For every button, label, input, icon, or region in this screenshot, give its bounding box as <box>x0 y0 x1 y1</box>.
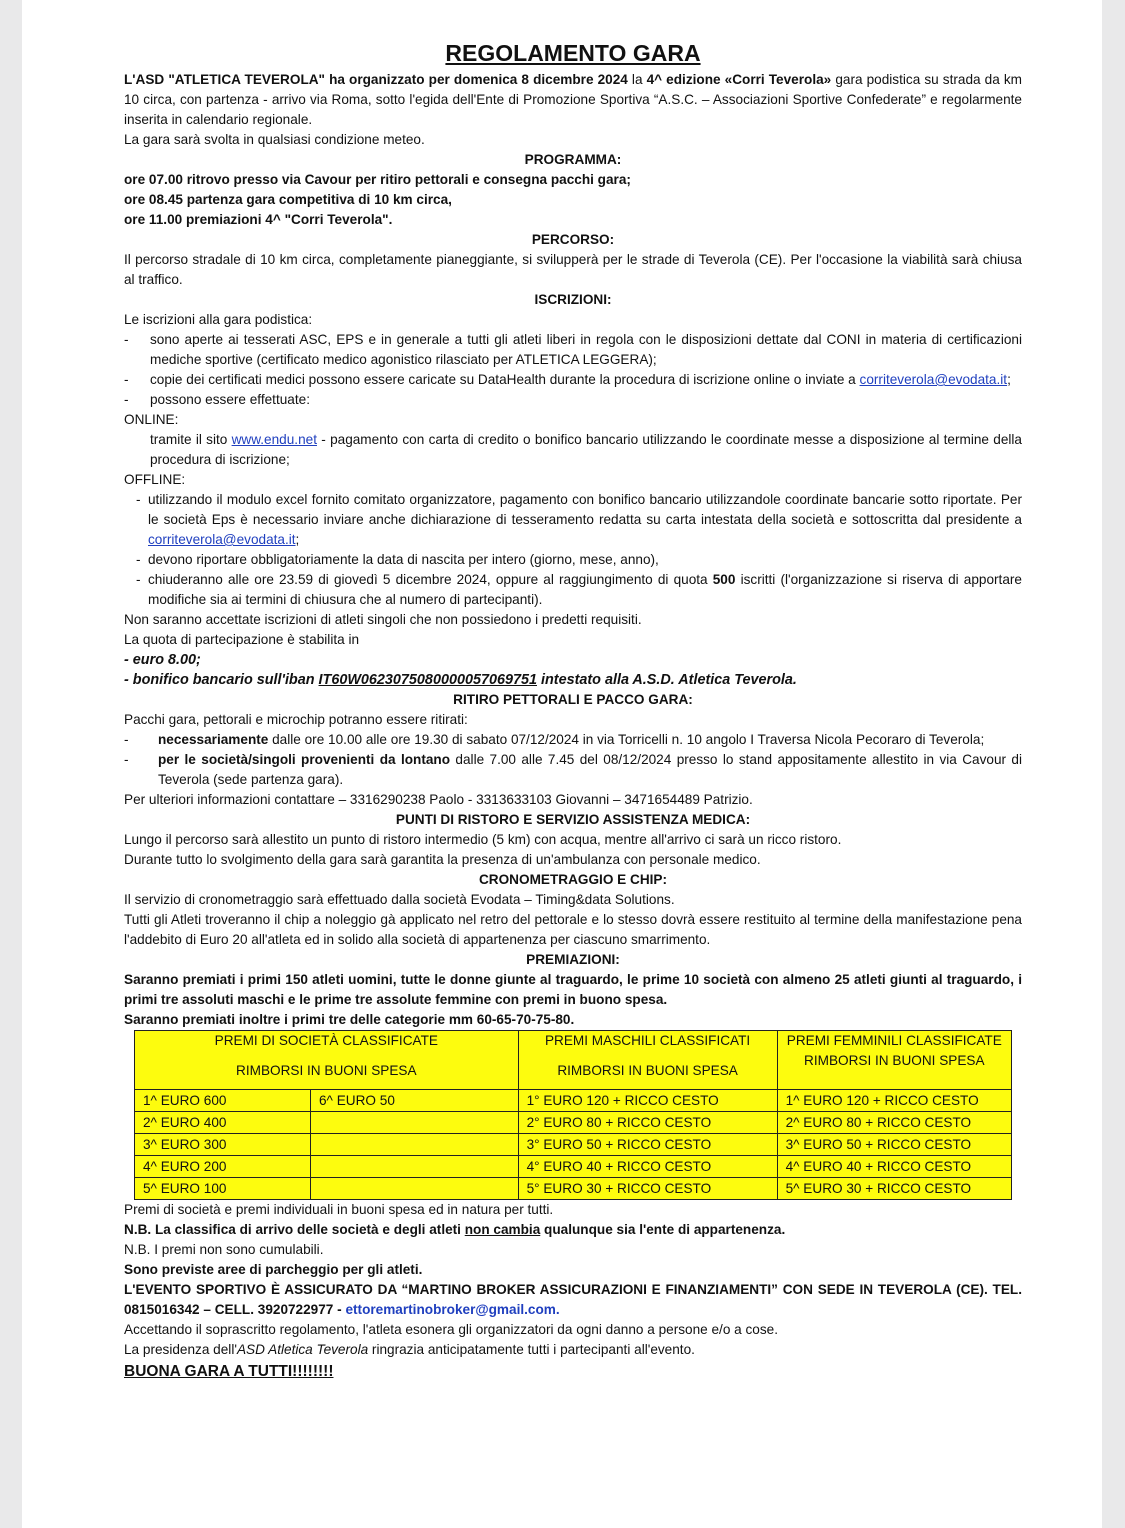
insurance-email[interactable]: ettoremartinobroker@gmail.com. <box>345 1302 560 1317</box>
programma-line: ore 08.45 partenza gara competitiva di 10 km circa, <box>124 192 452 207</box>
online-text-b: - pagamento con carta di credito o bonifico bancario utilizzando le coordinate messe a disposizione al termine della procedura di iscrizione; <box>150 432 1022 467</box>
footer-nb-text: qualunque sia l'ente di appartenenza. <box>540 1222 786 1237</box>
contacts-text: Per ulteriori informazioni contattare – 3316290238 Paolo - 3313633103 Giovanni – 3471654489 Patrizio. <box>124 792 753 807</box>
list-item-text: copie dei certificati medici possono essere caricate su DataHealth durante la procedura di iscrizione online o inviate a <box>150 372 860 387</box>
percorso-text: Il percorso stradale di 10 km circa, completamente pianeggiante, si svilupperà per le strade di Teverola (CE). Per l'occasione la viabilità sarà chiusa al traffico. <box>124 252 1022 287</box>
table-cell <box>311 1134 519 1156</box>
table-cell: 5° EURO 30 + RICCO CESTO <box>518 1178 777 1200</box>
section-heading-iscrizioni: ISCRIZIONI: <box>534 292 612 307</box>
list-item-text: dalle 7.00 alle 7.45 del 08/12/2024 presso lo stand appositamente allestito in via Cavour di Teverola (sede partenza gara). <box>158 752 1023 787</box>
premiazioni-text: Saranno premiati i primi 150 atleti uomini, tutte le donne giunte al traguardo, le prime 10 società con almeno 25 atleti giunti al traguardo, i primi tre assoluti maschi e le prime tre assolute femmine con premi in buono spesa. <box>124 972 1022 1007</box>
crono-line: Il servizio di cronometraggio sarà effettuado dalla società Evodata – Timing&data Solutions. <box>124 892 675 907</box>
table-header-subtitle: RIMBORSI IN BUONI SPESA <box>804 1053 985 1068</box>
list-item: - possono essere effettuate: <box>124 392 310 407</box>
list-item-bold: per le società/singoli provenienti da lontano <box>158 752 451 767</box>
list-item-text: sono aperte ai tesserati ASC, EPS e in generale a tutti gli atleti liberi in regola con le disposizioni dettate dal CONI in materia di certificazioni mediche sportive (certificato medico agonistico rilasciato per ATLETICA LEGGERA); <box>150 332 1022 367</box>
iban-line: - bonifico bancario sull'iban IT60W0623075080000057069751 intestato alla A.S.D. Atletica Teverola. <box>124 672 797 688</box>
online-label: ONLINE: <box>124 412 179 427</box>
footer-accept: Accettando il soprascritto regolamento, l'atleta esonera gli organizzatori da ogni danno a persone e/o a cose. <box>124 1322 778 1337</box>
table-row <box>135 1112 1012 1134</box>
footer-nb-text: N.B. La classifica di arrivo delle società e degli atleti <box>124 1222 465 1237</box>
offline-text: chiuderanno alle ore 23.59 di giovedì 5 dicembre 2024, oppure al raggiungimento di quota <box>148 572 713 587</box>
table-header-title: PREMI MASCHILI CLASSIFICATI <box>544 1033 751 1048</box>
intro-edition: 4^ edizione «Corri Teverola» <box>646 72 832 87</box>
footer-nb-underline: non cambia <box>464 1222 541 1237</box>
document-page <box>22 0 1102 1528</box>
offline-label: OFFLINE: <box>124 472 186 487</box>
document-title: REGOLAMENTO GARA <box>445 40 701 66</box>
list-item: - necessariamente dalle ore 10.00 alle ore 19.30 di sabato 07/12/2024 in via Torricelli n. 10 angolo I Traversa Nicola Pecoraro di Teverola; <box>124 732 985 747</box>
quota-amount-line: - euro 8.00; <box>124 652 201 668</box>
offline-item: - utilizzando il modulo excel fornito comitato organizzatore, pagamento con bonifico bancario utilizzandole coordinate bancarie sotto riportate. Per le società Eps è necessario inviare anche dichiarazione di tesseramento redatta su carta intestata della società e sottoscritta dal presidente a corriteverola@evodata.it; <box>136 492 1022 547</box>
closing-line: BUONA GARA A TUTTI!!!!!!!! <box>124 1363 334 1380</box>
section-heading-percorso: PERCORSO: <box>531 232 615 247</box>
table-cell: 4^ EURO 200 <box>135 1156 311 1178</box>
thanks-text: ringrazia anticipatamente tutti i partecipanti all'evento. <box>368 1342 695 1357</box>
table-cell: 2^ EURO 400 <box>135 1112 311 1134</box>
intro-text: L'ASD "ATLETICA TEVEROLA" ha organizzato per domenica <box>124 72 522 87</box>
section-heading-crono: CRONOMETRAGGIO E CHIP: <box>478 872 668 887</box>
intro-date: 8 dicembre 2024 <box>521 72 628 87</box>
list-item-bold: necessariamente <box>158 732 269 747</box>
table-cell: 2° EURO 80 + RICCO CESTO <box>518 1112 777 1134</box>
offline-item: - devono riportare obbligatoriamente la data di nascita per intero (giorno, mese, anno), <box>136 552 659 567</box>
offline-text: devono riportare obbligatoriamente la data di nascita per intero (giorno, mese, anno), <box>148 552 659 567</box>
table-cell: 6^ EURO 50 <box>311 1090 519 1112</box>
email-link[interactable]: corriteverola@evodata.it <box>148 532 296 547</box>
table-header-cell <box>518 1031 777 1090</box>
list-item: - copie dei certificati medici possono essere caricate su DataHealth durante la procedura di iscrizione online o inviate a corriteverola@evodata.it; <box>124 372 1011 387</box>
intro-text: la <box>627 72 647 87</box>
footer-nb <box>124 1220 1022 1240</box>
online-text-a: tramite il sito <box>150 432 232 447</box>
table-cell: 1° EURO 120 + RICCO CESTO <box>518 1090 777 1112</box>
table-row <box>135 1090 1012 1112</box>
programma-line: ore 11.00 premiazioni 4^ "Corri Teverola". <box>124 212 393 227</box>
table-header-title: PREMI FEMMINILI CLASSIFICATE <box>786 1033 1002 1048</box>
table-cell: 3^ EURO 300 <box>135 1134 311 1156</box>
ristoro-line: Durante tutto lo svolgimento della gara sarà garantita la presenza di un'ambulanza con personale medico. <box>124 852 761 867</box>
footer-line: Premi di società e premi individuali in buoni spesa ed in natura per tutti. <box>124 1202 554 1217</box>
list-item: - per le società/singoli provenienti da lontano dalle 7.00 alle 7.45 del 08/12/2024 presso lo stand appositamente allestito in via Cavour di Teverola (sede partenza gara). <box>124 752 1023 787</box>
thanks-org: ASD Atletica Teverola <box>236 1342 369 1357</box>
footer-nb2: N.B. I premi non sono cumulabili. <box>124 1242 324 1257</box>
document-content <box>124 38 1022 1382</box>
iban-code: IT60W0623075080000057069751 <box>318 672 537 688</box>
table-header-title: PREMI DI SOCIETÀ CLASSIFICATE <box>214 1033 438 1048</box>
table-row <box>135 1134 1012 1156</box>
section-heading-programma: PROGRAMMA: <box>524 152 622 167</box>
quota-number: 500 <box>712 572 736 587</box>
email-link[interactable]: corriteverola@evodata.it <box>859 372 1008 387</box>
table-cell <box>311 1112 519 1134</box>
punctuation: ; <box>295 532 300 547</box>
table-cell <box>311 1156 519 1178</box>
offline-item: - chiuderanno alle ore 23.59 di giovedì 5 dicembre 2024, oppure al raggiungimento di quota 500 iscritti (l'organizzazione si riserva di apportare modifiche sia ai termini di chiusura che al numero di partecipanti). <box>136 572 1022 607</box>
list-item-text: dalle ore 10.00 alle ore 19.30 di sabato 07/12/2024 in via Torricelli n. 10 angolo I Traversa Nicola Pecoraro di Teverola; <box>268 732 985 747</box>
table-header-cell <box>135 1031 519 1090</box>
ristoro-line: Lungo il percorso sarà allestito un punto di ristoro intermedio (5 km) con acqua, mentre all'arrivo ci sarà un ricco ristoro. <box>124 832 842 847</box>
online-text <box>124 430 1022 470</box>
table-cell <box>311 1178 519 1200</box>
insurance-text: L'EVENTO SPORTIVO È ASSICURATO DA “MARTINO BROKER ASSICURAZIONI E FINANZIAMENTI” CON SEDE IN TEVEROLA (CE). TEL. 0815016342 – CELL. 3920722977 - <box>124 1282 1022 1317</box>
footer-parking: Sono previste aree di parcheggio per gli atleti. <box>124 1262 423 1277</box>
table-cell: 5^ EURO 100 <box>135 1178 311 1200</box>
table-header-cell <box>777 1031 1011 1090</box>
footer-insurance <box>124 1280 1022 1320</box>
table-cell: 1^ EURO 120 + RICCO CESTO <box>777 1090 1011 1112</box>
iscrizioni-lead: Le iscrizioni alla gara podistica: <box>124 312 313 327</box>
section-heading-premiazioni: PREMIAZIONI: <box>526 952 620 967</box>
table-cell: 2^ EURO 80 + RICCO CESTO <box>777 1112 1011 1134</box>
table-cell: 3° EURO 50 + RICCO CESTO <box>518 1134 777 1156</box>
section-heading-ritiro: RITIRO PETTORALI E PACCO GARA: <box>453 692 693 707</box>
ritiro-lead: Pacchi gara, pettorali e microchip potranno essere ritirati: <box>124 712 468 727</box>
table-row <box>135 1178 1012 1200</box>
list-item-text: possono essere effettuate: <box>150 392 310 407</box>
punctuation: ; <box>1007 372 1011 387</box>
website-link[interactable]: www.endu.net <box>231 432 317 447</box>
table-cell: 5^ EURO 30 + RICCO CESTO <box>777 1178 1011 1200</box>
thanks-text: La presidenza dell' <box>124 1342 237 1357</box>
offline-text: utilizzando il modulo excel fornito comitato organizzatore, pagamento con bonifico bancario utilizzandole coordinate bancarie sotto riportate. Per le società Eps è necessario inviare anche dichiarazione di tesseramento redatta su carta intestata della società e sottoscritta dal presidente a <box>148 492 1022 527</box>
not-accepted-text: Non saranno accettate iscrizioni di atleti singoli che non possiedono i predetti requisiti. <box>124 612 642 627</box>
table-cell: 4^ EURO 40 + RICCO CESTO <box>777 1156 1011 1178</box>
offline-text: iscritti (l'organizzazione si riserva di apportare modifiche sia ai termini di chiusura che al numero di partecipanti). <box>148 572 1022 607</box>
section-heading-ristoro: PUNTI DI RISTORO E SERVIZIO ASSISTENZA MEDICA: <box>395 812 751 827</box>
table-header-subtitle: RIMBORSI IN BUONI SPESA <box>236 1063 417 1078</box>
intro-paragraph <box>124 70 1022 130</box>
intro-weather: La gara sarà svolta in qualsiasi condizione meteo. <box>124 132 425 147</box>
quota-lead: La quota di partecipazione è stabilita in <box>124 632 360 647</box>
table-header-subtitle: RIMBORSI IN BUONI SPESA <box>557 1063 738 1078</box>
programma-line: ore 07.00 ritrovo presso via Cavour per ritiro pettorali e consegna pacchi gara; <box>124 172 631 187</box>
table-row <box>135 1156 1012 1178</box>
list-item: - sono aperte ai tesserati ASC, EPS e in generale a tutti gli atleti liberi in regola con le disposizioni dettate dal CONI in materia di certificazioni mediche sportive (certificato medico agonistico rilasciato per ATLETICA LEGGERA); <box>124 332 1022 367</box>
footer-thanks <box>124 1340 1022 1360</box>
quota-amount: euro 8.00; <box>132 652 201 668</box>
table-cell: 1^ EURO 600 <box>135 1090 311 1112</box>
iban-text: intestato alla A.S.D. Atletica Teverola. <box>536 672 797 688</box>
iban-text: bonifico bancario sull'iban <box>132 672 319 688</box>
premiazioni-categories: Saranno premiati inoltre i primi tre delle categorie mm 60-65-70-75-80. <box>124 1012 575 1027</box>
table-header-row <box>135 1031 1012 1090</box>
crono-line: Tutti gli Atleti troveranno il chip a noleggio gà applicato nel retro del pettorale e lo stesso dovrà essere restituito al termine della manifestazione pena l'addebito di Euro 20 all'atleta ed in solido alla società di appartenenza per ciascuno smarrimento. <box>124 912 1022 947</box>
table-cell: 3^ EURO 50 + RICCO CESTO <box>777 1134 1011 1156</box>
table-cell: 4° EURO 40 + RICCO CESTO <box>518 1156 777 1178</box>
prizes-table <box>134 1030 1012 1200</box>
intro-text: gara podistica su strada da km 10 circa, con partenza - arrivo via Roma, sotto l'egida dell'Ente di Promozione Sportiva “A.S.C. – Associazioni Sportive Confederate” e regolarmente inserita in calendario regionale. <box>124 72 1022 127</box>
